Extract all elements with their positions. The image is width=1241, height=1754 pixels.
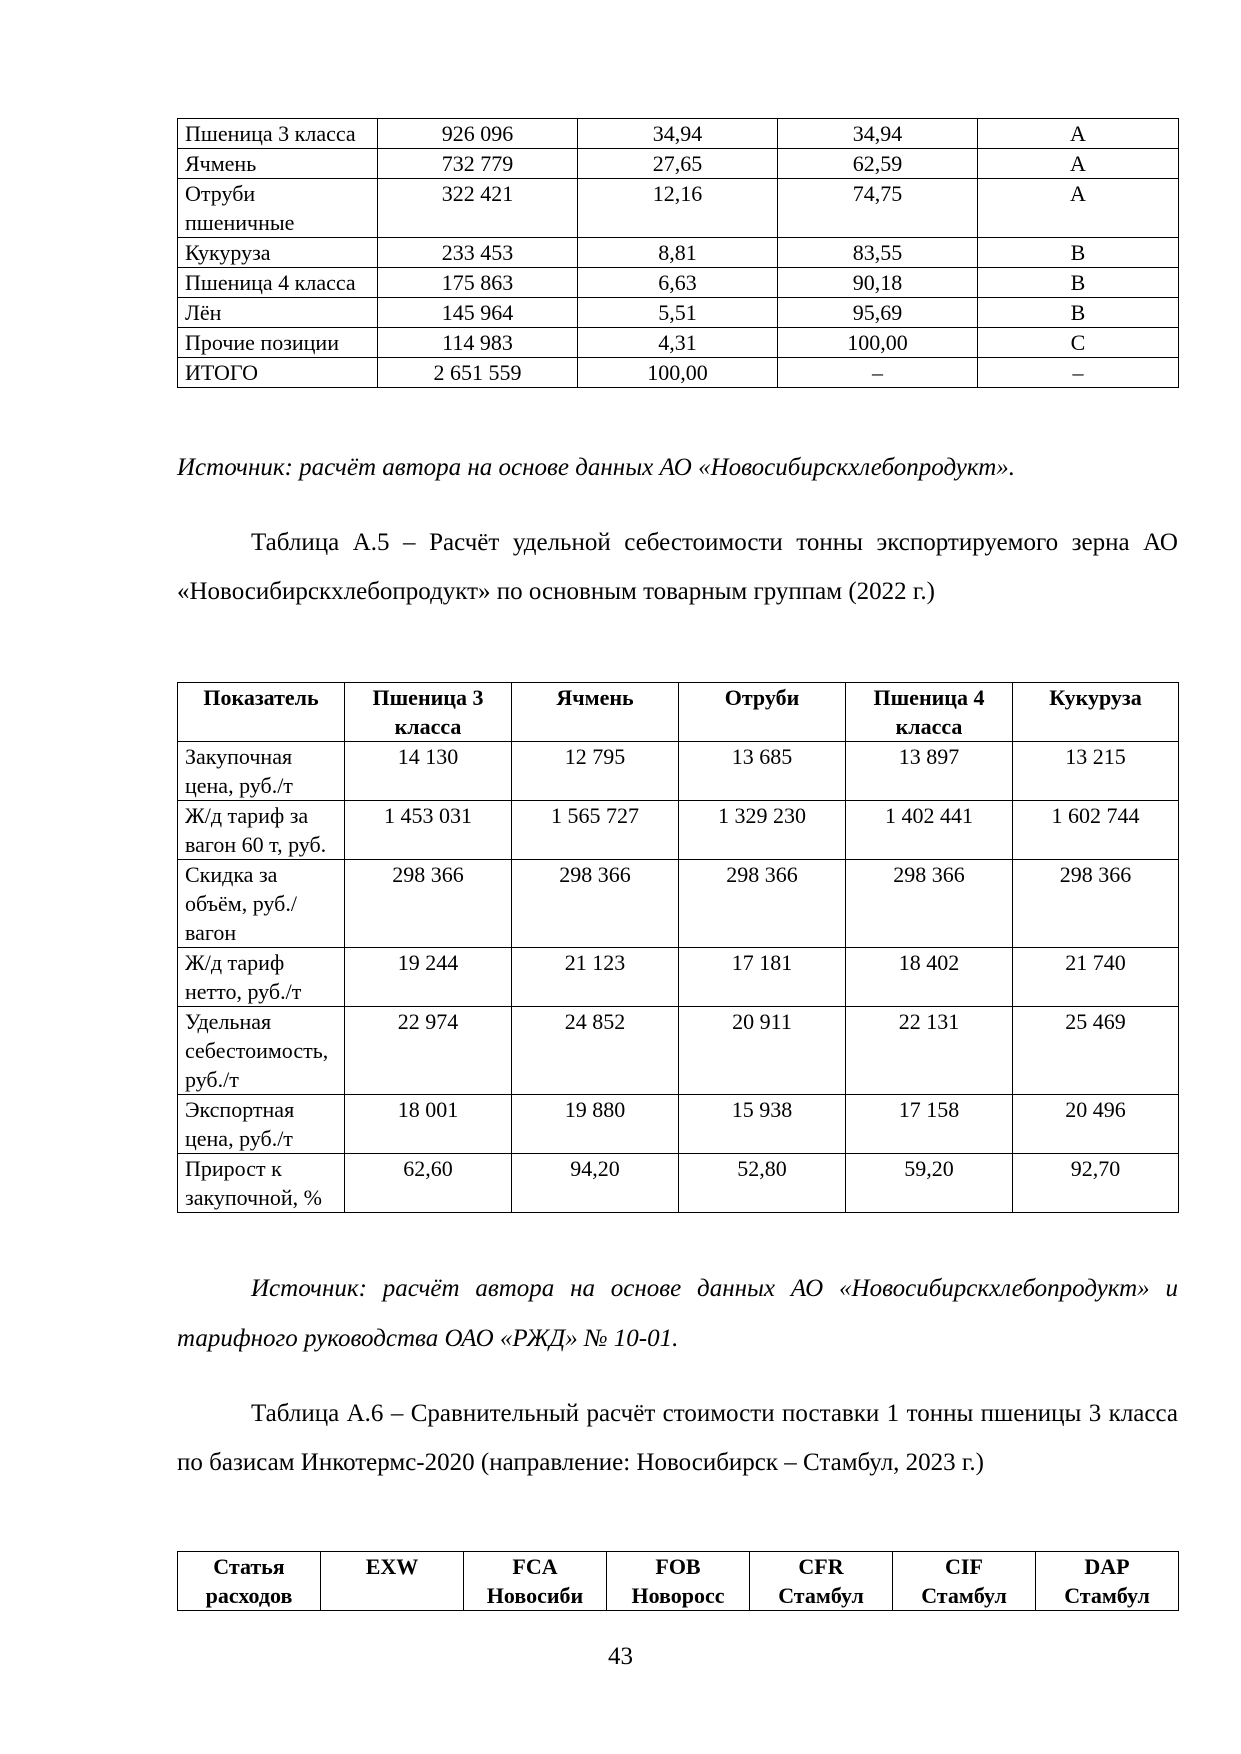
row-label-cell: Ж/д тариф за вагон 60 т, руб. bbox=[178, 801, 345, 860]
table-cell: 18 402 bbox=[846, 948, 1013, 1007]
table-cell: 145 964 bbox=[378, 298, 578, 328]
table-cell: 21 123 bbox=[512, 948, 679, 1007]
table-cell: 18 001 bbox=[345, 1095, 512, 1154]
row-label-cell: Удельная себестоимость, руб./т bbox=[178, 1007, 345, 1095]
table-cell: B bbox=[978, 238, 1179, 268]
table-a5-caption: Таблица А.5 – Расчёт удельной себестоимости тонны экспортируемого зерна АО «Новосибирскхлебопродукт» по основным товарным группам (2022 г.) bbox=[177, 529, 1178, 605]
table-cell: 6,63 bbox=[578, 268, 778, 298]
row-label-cell: Ячмень bbox=[178, 149, 378, 179]
table-row bbox=[178, 268, 1179, 298]
table-cell: 52,80 bbox=[679, 1154, 846, 1213]
table-row bbox=[178, 948, 1179, 1007]
table-cell: 21 740 bbox=[1013, 948, 1179, 1007]
table-cell: 233 453 bbox=[378, 238, 578, 268]
table-cell: 732 779 bbox=[378, 149, 578, 179]
table-cell: 13 215 bbox=[1013, 742, 1179, 801]
table-cell: 27,65 bbox=[578, 149, 778, 179]
row-label-cell: Закупочная цена, руб./т bbox=[178, 742, 345, 801]
table-cell: 15 938 bbox=[679, 1095, 846, 1154]
table-cell: – bbox=[978, 358, 1179, 388]
table-cell: 19 880 bbox=[512, 1095, 679, 1154]
table-cell: 100,00 bbox=[778, 328, 978, 358]
table-cell: C bbox=[978, 328, 1179, 358]
table-cell: 298 366 bbox=[345, 860, 512, 948]
row-label-cell: Прочие позиции bbox=[178, 328, 378, 358]
table-a5 bbox=[177, 682, 1179, 1213]
table-cell: 1 329 230 bbox=[679, 801, 846, 860]
row-label-cell: Отруби пшеничные bbox=[178, 179, 378, 238]
column-header: Показатель bbox=[178, 683, 345, 742]
table-cell: 2 651 559 bbox=[378, 358, 578, 388]
column-header: Отруби bbox=[679, 683, 846, 742]
column-header: FCA Новосиби bbox=[464, 1552, 607, 1611]
row-label-cell: Пшеница 4 класса bbox=[178, 268, 378, 298]
table-row bbox=[178, 1007, 1179, 1095]
table-cell: 17 181 bbox=[679, 948, 846, 1007]
table-row bbox=[178, 1095, 1179, 1154]
table-cell: 22 974 bbox=[345, 1007, 512, 1095]
column-header: DAP Стамбул bbox=[1036, 1552, 1179, 1611]
table-row bbox=[178, 358, 1179, 388]
table-cell: 298 366 bbox=[846, 860, 1013, 948]
table-a4 bbox=[177, 118, 1179, 388]
table-cell: 20 911 bbox=[679, 1007, 846, 1095]
table-cell: B bbox=[978, 268, 1179, 298]
column-header: Кукуруза bbox=[1013, 683, 1179, 742]
column-header: Статья расходов bbox=[178, 1552, 321, 1611]
table-cell: 1 565 727 bbox=[512, 801, 679, 860]
page-number: 43 bbox=[608, 1643, 633, 1670]
table-cell: 4,31 bbox=[578, 328, 778, 358]
table-a6-caption: Таблица А.6 – Сравнительный расчёт стоимости поставки 1 тонны пшеницы 3 класса по базисам Инкотермс-2020 (направление: Новосибирск – Стамбул, 2023 г.) bbox=[177, 1400, 1178, 1476]
table-cell: – bbox=[778, 358, 978, 388]
table-a6 bbox=[177, 1551, 1179, 1611]
table-a5-header-row bbox=[178, 683, 1179, 742]
table-a6-header-row bbox=[178, 1552, 1179, 1611]
table-cell: 1 602 744 bbox=[1013, 801, 1179, 860]
table-cell: 926 096 bbox=[378, 119, 578, 149]
row-label-cell: Прирост к закупочной, % bbox=[178, 1154, 345, 1213]
column-header: EXW bbox=[321, 1552, 464, 1611]
column-header: Пшеница 3 класса bbox=[345, 683, 512, 742]
table-a4-body bbox=[178, 119, 1179, 388]
column-header: FOB Новоросс bbox=[607, 1552, 750, 1611]
table-cell: 62,60 bbox=[345, 1154, 512, 1213]
table-cell: 12 795 bbox=[512, 742, 679, 801]
table-cell: 1 453 031 bbox=[345, 801, 512, 860]
table-cell: 13 897 bbox=[846, 742, 1013, 801]
table-row bbox=[178, 328, 1179, 358]
table-cell: 34,94 bbox=[778, 119, 978, 149]
table-cell: 34,94 bbox=[578, 119, 778, 149]
table-a4-source: Источник: расчёт автора на основе данных АО «Новосибирскхлебопродукт». bbox=[177, 454, 1016, 481]
table-cell: 25 469 bbox=[1013, 1007, 1179, 1095]
table-row bbox=[178, 238, 1179, 268]
table-row bbox=[178, 179, 1179, 238]
table-cell: 83,55 bbox=[778, 238, 978, 268]
table-row bbox=[178, 860, 1179, 948]
table-cell: 298 366 bbox=[1013, 860, 1179, 948]
table-cell: B bbox=[978, 298, 1179, 328]
table-cell: 1 402 441 bbox=[846, 801, 1013, 860]
table-row bbox=[178, 119, 1179, 149]
table-row bbox=[178, 801, 1179, 860]
table-cell: 322 421 bbox=[378, 179, 578, 238]
table-cell: 13 685 bbox=[679, 742, 846, 801]
table-cell: 298 366 bbox=[679, 860, 846, 948]
row-label-cell: Пшеница 3 класса bbox=[178, 119, 378, 149]
column-header: CIF Стамбул bbox=[893, 1552, 1036, 1611]
table-cell: 95,69 bbox=[778, 298, 978, 328]
table-cell: A bbox=[978, 119, 1179, 149]
column-header: CFR Стамбул bbox=[750, 1552, 893, 1611]
table-cell: 5,51 bbox=[578, 298, 778, 328]
table-a5-body bbox=[178, 742, 1179, 1213]
row-label-cell: Ж/д тариф нетто, руб./т bbox=[178, 948, 345, 1007]
row-label-cell: ИТОГО bbox=[178, 358, 378, 388]
table-cell: A bbox=[978, 179, 1179, 238]
table-cell: A bbox=[978, 149, 1179, 179]
row-label-cell: Кукуруза bbox=[178, 238, 378, 268]
table-a5-source bbox=[177, 1264, 1178, 1364]
table-row bbox=[178, 1154, 1179, 1213]
row-label-cell: Экспортная цена, руб./т bbox=[178, 1095, 345, 1154]
table-cell: 20 496 bbox=[1013, 1095, 1179, 1154]
table-cell: 92,70 bbox=[1013, 1154, 1179, 1213]
column-header: Ячмень bbox=[512, 683, 679, 742]
table-a5-source-text: Источник: расчёт автора на основе данных АО «Новосибирскхлебопродукт» и тарифного руководства ОАО «РЖД» № 10-01. bbox=[177, 1275, 1178, 1352]
table-cell: 19 244 bbox=[345, 948, 512, 1007]
table-cell: 14 130 bbox=[345, 742, 512, 801]
row-label-cell: Лён bbox=[178, 298, 378, 328]
table-cell: 74,75 bbox=[778, 179, 978, 238]
table-cell: 12,16 bbox=[578, 179, 778, 238]
table-cell: 8,81 bbox=[578, 238, 778, 268]
table-cell: 62,59 bbox=[778, 149, 978, 179]
column-header: Пшеница 4 класса bbox=[846, 683, 1013, 742]
table-cell: 114 983 bbox=[378, 328, 578, 358]
table-cell: 24 852 bbox=[512, 1007, 679, 1095]
table-cell: 94,20 bbox=[512, 1154, 679, 1213]
row-label-cell: Скидка за объём, руб./вагон bbox=[178, 860, 345, 948]
table-row bbox=[178, 298, 1179, 328]
table-cell: 17 158 bbox=[846, 1095, 1013, 1154]
table-cell: 175 863 bbox=[378, 268, 578, 298]
table-cell: 298 366 bbox=[512, 860, 679, 948]
table-cell: 22 131 bbox=[846, 1007, 1013, 1095]
table-row bbox=[178, 742, 1179, 801]
table-cell: 100,00 bbox=[578, 358, 778, 388]
table-cell: 59,20 bbox=[846, 1154, 1013, 1213]
table-cell: 90,18 bbox=[778, 268, 978, 298]
table-row bbox=[178, 149, 1179, 179]
